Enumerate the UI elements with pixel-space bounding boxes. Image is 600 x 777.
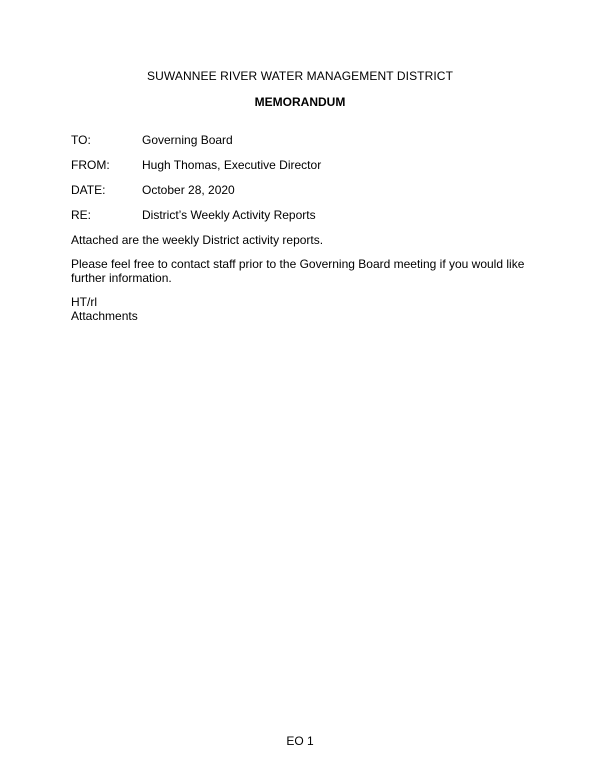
memo-title: MEMORANDUM [254,95,346,109]
organization-name: SUWANNEE RIVER WATER MANAGEMENT DISTRICT [146,69,453,83]
body-paragraph-contact: Please feel free to contact staff prior to the Governing Board meeting if you would like further information. [71,257,525,285]
page-number: EO 1 [286,734,314,748]
date-value: October 28, 2020 [142,183,235,197]
date-field [71,183,551,197]
subject-value: District’s Weekly Activity Reports [142,208,316,222]
to-value: Governing Board [142,133,233,147]
subject-label: RE: [71,208,92,222]
enclosure-note: Attachments [71,309,138,323]
date-label: DATE: [71,183,106,197]
from-field [71,158,551,172]
to-label: TO: [71,133,91,147]
from-label: FROM: [71,158,110,172]
closing-block [71,295,541,323]
author-initials: HT/rl [71,295,97,309]
body-paragraph-attached: Attached are the weekly District activity reports. [71,233,324,247]
subject-field [71,208,551,222]
from-value: Hugh Thomas, Executive Director [142,158,322,172]
to-field [71,133,551,147]
